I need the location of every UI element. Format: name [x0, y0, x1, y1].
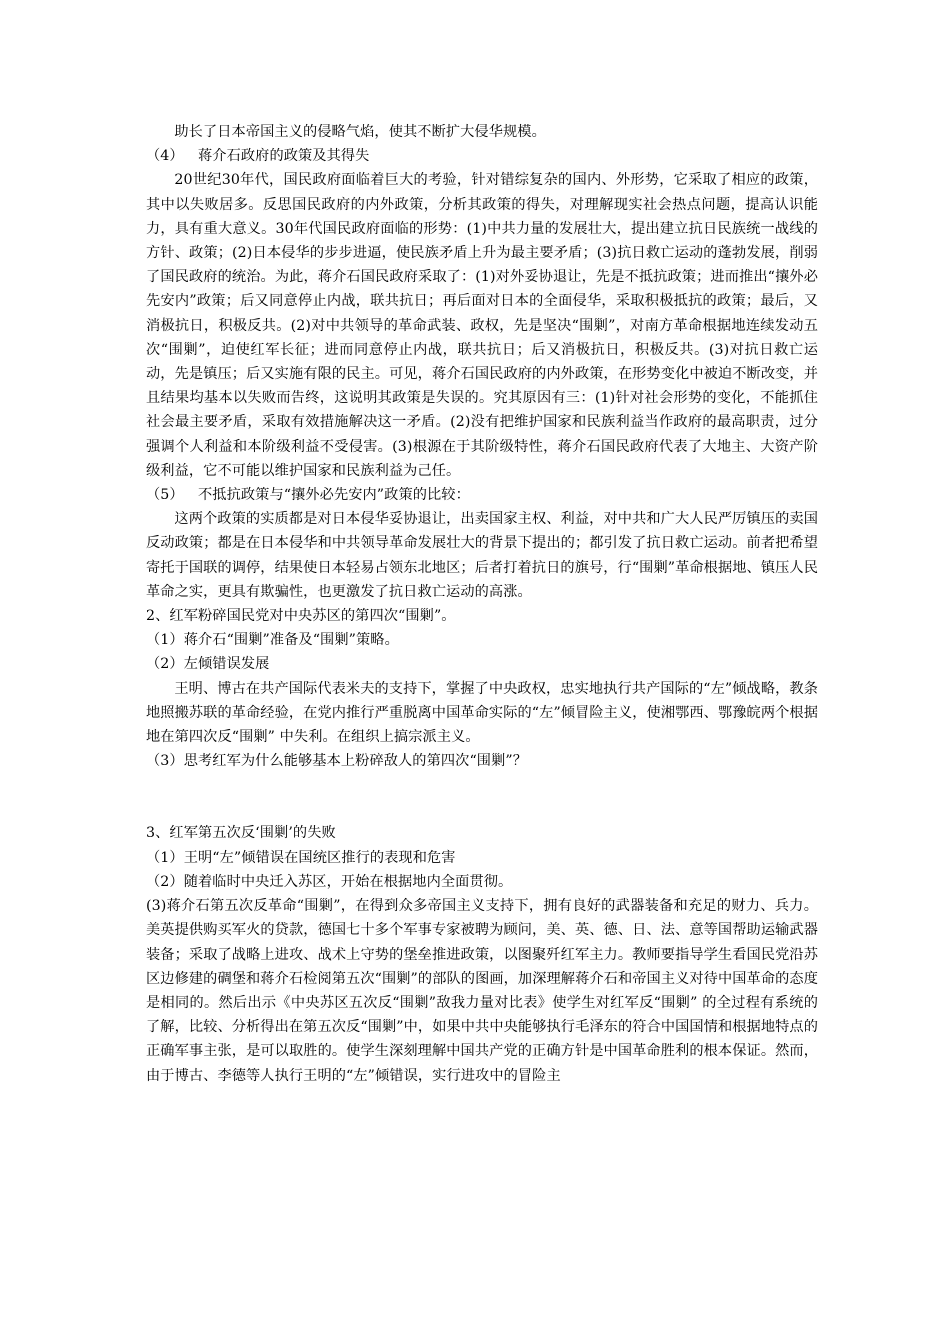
- paragraph-kmt-policy: 20世纪30年代，国民政府面临着巨大的考验，针对错综复杂的国内、外形势，它采取了相应的政策，其中以失败居多。反思国民政府的内外政策，分析其政策的得失，对理解现实社会热点问题，提高认识能力，具有重大意义。30年代国民政府面临的形势：(1)中共力量的发展壮大，提出建立抗日民族统一战线的方针、政策；(2)日本侵华的步步进逼，使民族矛盾上升为最主要矛盾；(3)抗日救亡运动的蓬勃发展，削弱了国民政府的统治。为此，蒋介石国民政府采取了：(1)对外妥协退让，先是不抵抗政策；进而推出“攘外必先安内”政策；后又同意停止内战，联共抗日；再后面对日本的全面侵华，采取积极抵抗的政策；最后，又消极抗日，积极反共。(2)对中共领导的革命武装、政权，先是坚决“围剿”，对南方革命根据地连续发动五次“围剿”，迫使红军长征；进而同意停止内战，联共抗日；后又消极抗日，积极反共。(3)对抗日救亡运动，先是镇压；后又实施有限的民主。可见，蒋介石国民政府的内外政策，在形势变化中被迫不断改变，并且结果均基本以失败而告终，这说明其政策是失误的。究其原因有三：(1)针对社会形势的变化，不能抓住社会最主要矛盾，采取有效措施解决这一矛盾。(2)没有把维护国家和民族利益当作政府的最高职责，过分强调个人利益和本阶级利益不受侵害。(3)根源在于其阶级特性，蒋介石国民政府代表了大地主、大资产阶级利益，它不可能以维护国家和民族利益为己任。: [146, 172, 818, 479]
- item-3-2: （2）随着临时中央迁入苏区，开始在根据地内全面贯彻。: [146, 873, 513, 890]
- subheading-5-number: （5）: [146, 487, 184, 504]
- item-2-3: （3）思考红军为什么能够基本上粉碎敌人的第四次“围剿”？: [146, 753, 528, 770]
- subheading-5-title: 不抵抗政策与“攘外必先安内”政策的比较：: [198, 487, 470, 504]
- subheading-5: [146, 483, 818, 507]
- paragraph-fifth-campaign: (3)蒋介石第五次反革命“围剿”，在得到众多帝国主义支持下，拥有良好的武器装备和充足的财力、兵力。美英提供购买军火的贷款，德国七十多个军事专家被聘为顾问，美、英、德、日、法、意等国帮助运输武器装备；采取了战略上进攻、战术上守势的堡垒推进政策，以图聚歼红军主力。教师要指导学生看国民党沿苏区边修建的碉堡和蒋介石检阅第五次“围剿”的部队的图画，加深理解蒋介石和帝国主义对待中国革命的态度是相同的。然后出示《中央苏区五次反“围剿”敌我力量对比表》使学生对红军反“围剿” 的全过程有系统的了解，比较、分析得出在第五次反“围剿”中，如果中共中央能够执行毛泽东的符合中国国情和根据地特点的正确军事主张，是可以取胜的。使学生深刻理解中国共产党的正确方针是中国革命胜利的根本保证。然而，由于博古、李德等人执行王明的“左”倾错误，实行进攻中的冒险主: [146, 898, 818, 1084]
- item-3-1: （1）王明“左”倾错误在国统区推行的表现和危害: [146, 849, 456, 866]
- blank-gap: [146, 773, 818, 821]
- section-heading-2: 2、红军粉碎国民党对中央苏区的第四次“围剿”。: [146, 608, 456, 625]
- document-page: [146, 120, 818, 1088]
- subheading-4: [146, 144, 818, 168]
- section-heading-3: 3、红军第五次反‘围剿’的失败: [146, 825, 336, 842]
- subheading-4-title: 蒋介石政府的政策及其得失: [198, 148, 370, 165]
- paragraph-intro: 助长了日本帝国主义的侵略气焰，使其不断扩大侵华规模。: [174, 124, 546, 140]
- paragraph-policy-comparison: 这两个政策的实质都是对日本侵华妥协退让，出卖国家主权、利益，对中共和广大人民严厉镇压的卖国反动政策；都是在日本侵华和中共领导革命发展壮大的背景下提出的；都引发了抗日救亡运动。前者把希望寄托于国联的调停，结果使日本轻易占领东北地区；后者打着抗日的旗号，行“围剿”革命根据地、镇压人民革命之实，更具有欺骗性，也更激发了抗日救亡运动的高涨。: [146, 511, 818, 600]
- subheading-4-number: （4）: [146, 148, 184, 165]
- paragraph-left-deviation: 王明、博古在共产国际代表米夫的支持下，掌握了中央政权，忠实地执行共产国际的“左”倾战略，教条地照搬苏联的革命经验，在党内推行严重脱离中国革命实际的“左”倾冒险主义，使湘鄂西、鄂豫皖两个根据地在第四次反“围剿” 中失利。在组织上搞宗派主义。: [146, 680, 818, 746]
- item-2-1: （1）蒋介石“围剿”准备及“围剿”策略。: [146, 632, 399, 649]
- item-2-2: （2）左倾错误发展: [146, 656, 270, 673]
